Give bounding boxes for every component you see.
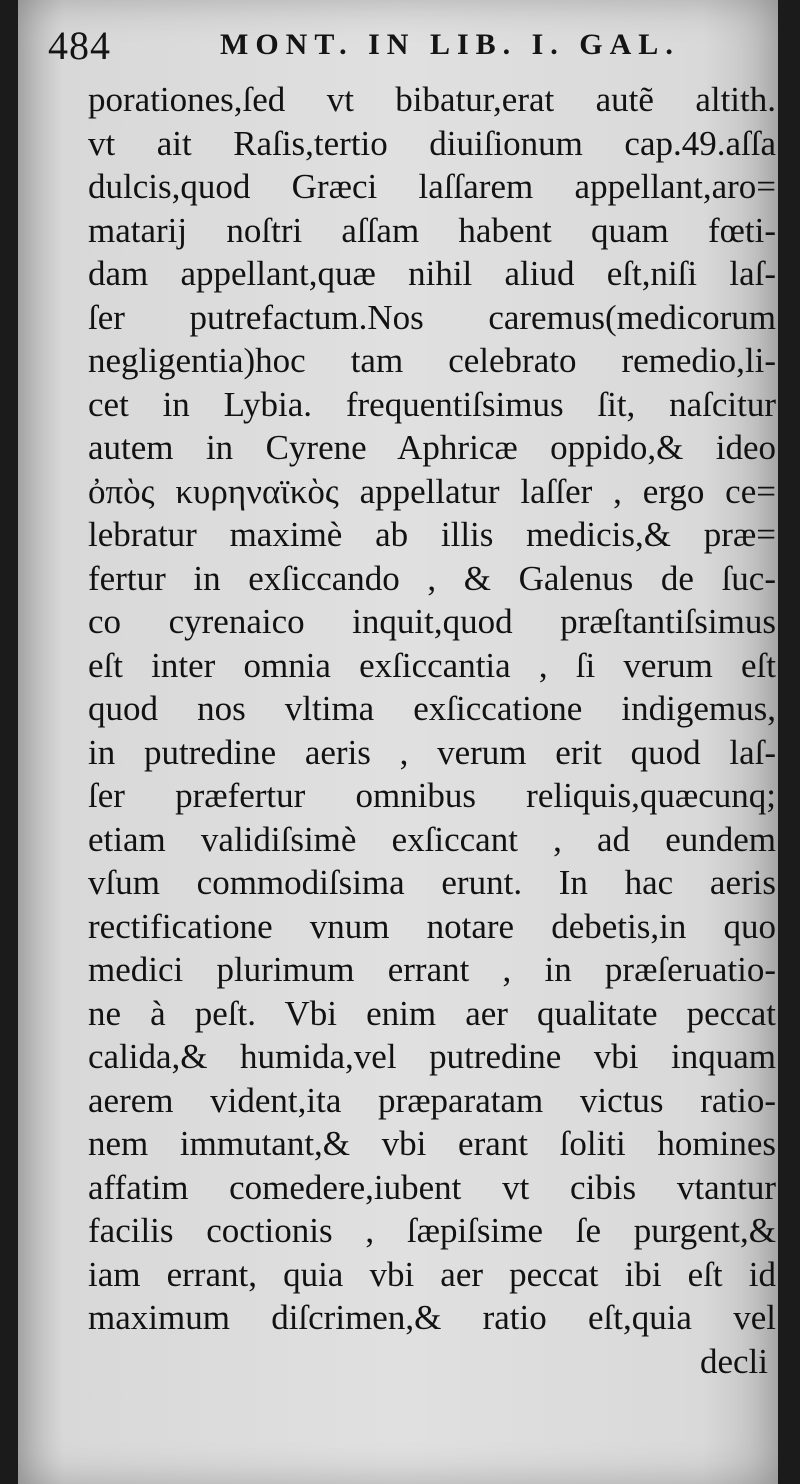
text-line: co cyrenaico inquit,quod præſtantiſsimus bbox=[88, 602, 776, 641]
text-line: dulcis,quod Græci laſſarem appellant,aro= bbox=[88, 167, 776, 206]
text-line: iam errant, quia vbi aer peccat ibi eſt id bbox=[88, 1254, 776, 1294]
page-header bbox=[48, 22, 738, 72]
book-page bbox=[18, 0, 778, 1484]
text-line: ſer putrefactum.Nos caremus(medicorum bbox=[88, 297, 776, 337]
text-line: dam appellant,quæ nihil aliud eſt,niſi laſ- bbox=[88, 254, 776, 293]
text-line: vt ait Raſis,tertio diuiſionum cap.49.aſſa bbox=[88, 123, 776, 163]
text-line: medici plurimum errant , in præſeruatio- bbox=[88, 950, 776, 989]
text-line: ne à peſt. Vbi enim aer qualitate peccat bbox=[88, 993, 776, 1033]
text-line: lebratur maximè ab illis medicis,& præ= bbox=[88, 515, 776, 554]
text-line: in putredine aeris , verum erit quod laſ- bbox=[88, 732, 776, 772]
text-line: ὀπὸς κυρηναϊκὸς appellatur laſſer , ergo ce= bbox=[88, 471, 776, 511]
text-line: ſer præfertur omnibus reliquis,quæcunq; bbox=[88, 776, 776, 815]
text-line: matarij noſtri aſſam habent quam fœti- bbox=[88, 210, 776, 250]
running-head: MONT. IN LIB. I. GAL. bbox=[220, 28, 680, 61]
text-line: vſum commodiſsima erunt. In hac aeris bbox=[88, 863, 776, 902]
catchword: decli bbox=[699, 1341, 768, 1381]
text-line: eſt inter omnia exſiccantia , ſi verum eſt bbox=[88, 645, 776, 685]
text-line: fertur in exſiccando , & Galenus de ſuc- bbox=[88, 558, 776, 598]
text-line: facilis coctionis , ſæpiſsime ſe purgent,& bbox=[88, 1211, 776, 1250]
text-line: aerem vident,ita præparatam victus ratio- bbox=[88, 1080, 776, 1120]
text-line: calida,& humida,vel putredine vbi inquam bbox=[88, 1037, 776, 1076]
text-line: autem in Cyrene Aphricæ oppido,& ideo bbox=[88, 428, 776, 467]
text-line: affatim comedere,iubent vt cibis vtantur bbox=[88, 1167, 776, 1207]
text-line: negligentia)hoc tam celebrato remedio,li- bbox=[88, 341, 776, 380]
text-line: nem immutant,& vbi erant ſoliti homines bbox=[88, 1124, 776, 1163]
text-line: cet in Lybia. frequentiſsimus ſit, naſcitur bbox=[88, 384, 776, 424]
body-text bbox=[88, 78, 776, 1383]
text-line: rectificatione vnum notare debetis,in quo bbox=[88, 906, 776, 946]
text-line: porationes,ſed vt bibatur,erat autẽ altith. bbox=[88, 80, 776, 119]
text-line: maximum diſcrimen,& ratio eſt,quia vel bbox=[88, 1298, 776, 1337]
text-line: etiam validiſsimè exſiccant , ad eundem bbox=[88, 819, 776, 859]
page-number: 484 bbox=[48, 23, 111, 68]
text-line: quod nos vltima exſiccatione indigemus, bbox=[88, 689, 776, 728]
